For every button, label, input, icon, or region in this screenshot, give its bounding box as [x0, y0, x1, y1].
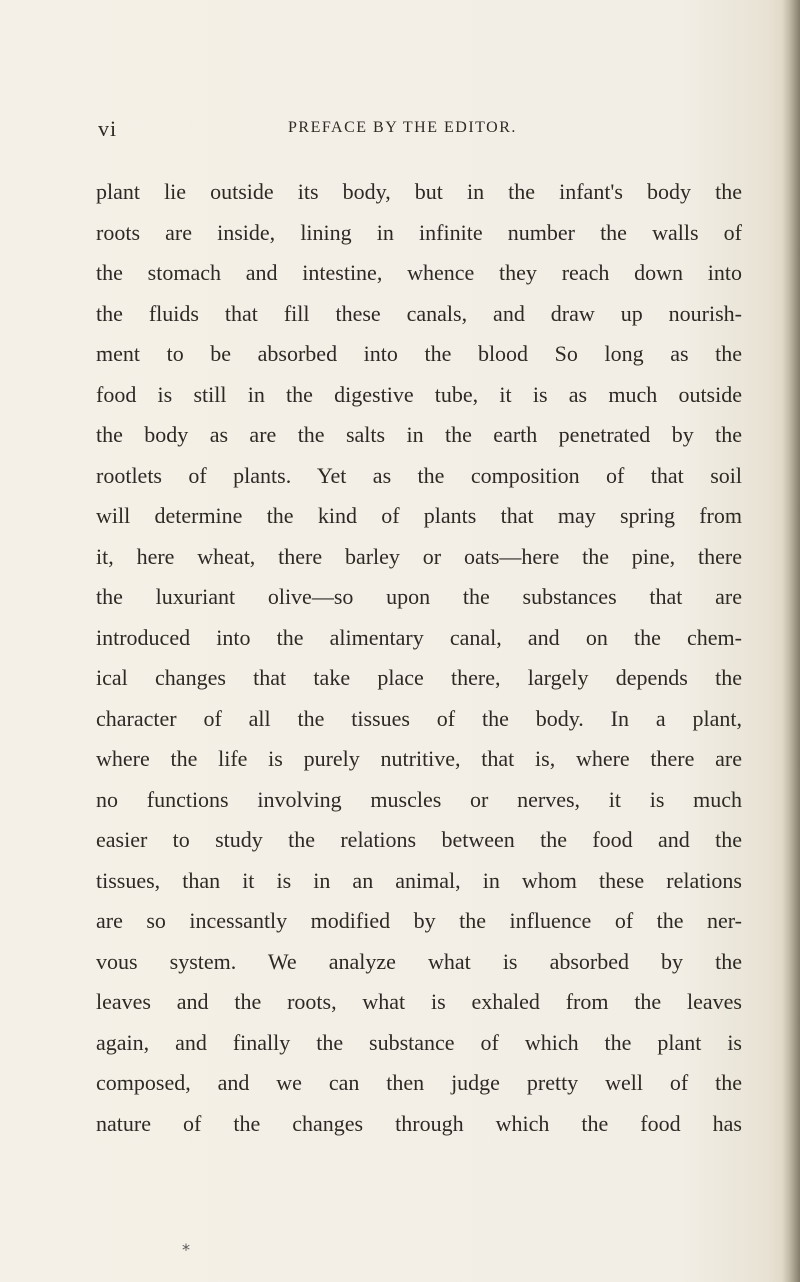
text-line: ical changes that take place there, largely depends the — [96, 665, 742, 690]
text-line: will determine the kind of plants that may spring from — [96, 503, 742, 528]
text-line: are so incessantly modified by the influence of the ner- — [96, 908, 742, 933]
text-line: the body as are the salts in the earth penetrated by the — [96, 422, 742, 447]
text-line: composed, and we can then judge pretty well of the — [96, 1070, 742, 1095]
body-text — [96, 172, 742, 1144]
text-line: again, and finally the substance of which the plant is — [96, 1029, 742, 1055]
text-line: plant lie outside its body, but in the infant's body the — [96, 179, 742, 204]
bottom-printer-mark: * — [182, 1240, 190, 1259]
running-head — [98, 116, 734, 146]
text-line: where the life is purely nutritive, that is, where there are — [96, 746, 742, 771]
running-title: PREFACE BY THE EDITOR. — [288, 119, 517, 136]
text-line: no functions involving muscles or nerves, it is much — [96, 786, 742, 812]
text-line: rootlets of plants. Yet as the composition of that soil — [96, 462, 742, 488]
text-line: it, here wheat, there barley or oats—here the pine, there — [96, 543, 742, 569]
text-line: vous system. We analyze what is absorbed by the — [96, 948, 742, 974]
text-line: roots are inside, lining in infinite number the walls of — [96, 219, 742, 245]
text-line: introduced into the alimentary canal, and on the chem- — [96, 624, 742, 650]
page-gutter-shadow — [782, 0, 800, 1282]
text-line: tissues, than it is in an animal, in whom these relations — [96, 867, 742, 893]
text-line: ment to be absorbed into the blood So long as the — [96, 341, 742, 366]
text-line: the fluids that fill these canals, and draw up nourish- — [96, 300, 742, 326]
text-line: the luxuriant olive—so upon the substances that are — [96, 584, 742, 609]
page-number: vi — [98, 116, 118, 141]
text-line: nature of the changes through which the food has — [96, 1110, 742, 1136]
text-line: food is still in the digestive tube, it is as much outside — [96, 381, 742, 407]
text-line: character of all the tissues of the body. In a plant, — [96, 705, 742, 731]
text-line: easier to study the relations between the food and the — [96, 827, 742, 852]
text-line: leaves and the roots, what is exhaled from the leaves — [96, 989, 742, 1014]
text-line: the stomach and intestine, whence they reach down into — [96, 260, 742, 285]
